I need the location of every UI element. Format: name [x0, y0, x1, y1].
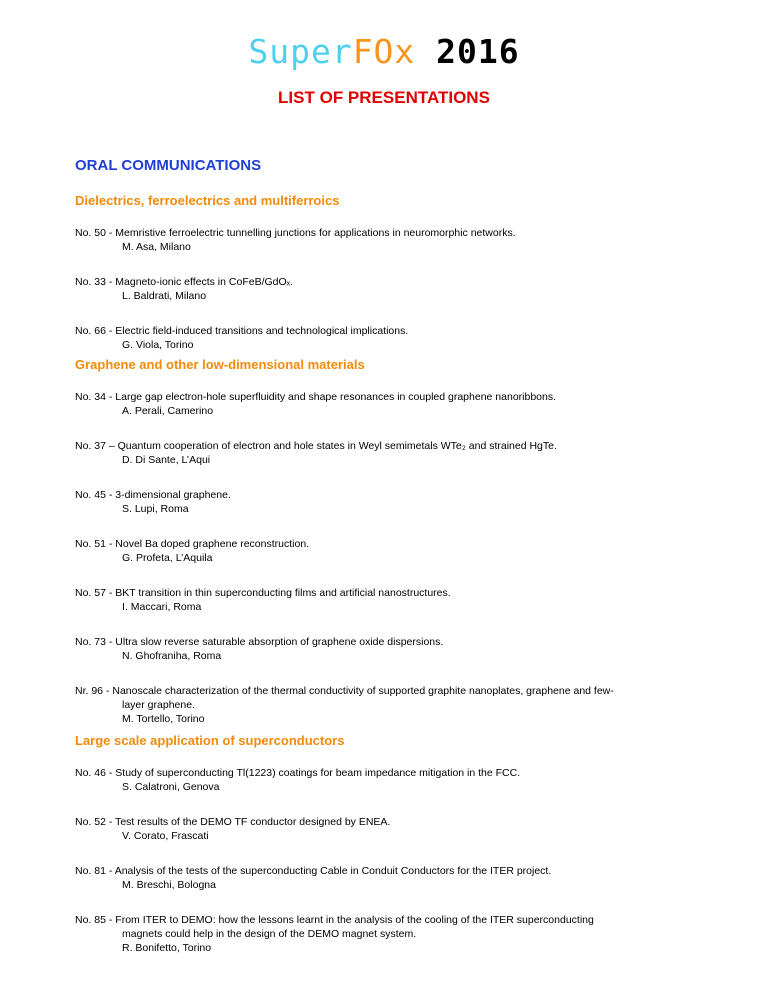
- entry-author: M. Tortello, Torino: [122, 713, 205, 725]
- entry-author: A. Perali, Camerino: [122, 405, 214, 417]
- superfox-logo: [0, 32, 768, 72]
- entry-author: V. Corato, Frascati: [122, 830, 209, 842]
- entry-number: No. 33 -: [75, 276, 116, 288]
- entry-number: No. 37 –: [75, 440, 118, 452]
- entry-title-continued: magnets could help in the design of the DEMO magnet system.: [122, 928, 417, 940]
- section-heading-oral: ORAL COMMUNICATIONS: [75, 157, 262, 174]
- entry-title: Memristive ferroelectric tunnelling junctions for applications in neuromorphic networks.: [115, 227, 516, 239]
- entry-title-continued: layer graphene.: [122, 699, 195, 711]
- entry-title: Nanoscale characterization of the thermal conductivity of supported graphite nanoplates, graphene and few-: [112, 685, 614, 697]
- entry-number: Nr. 96 -: [75, 685, 113, 697]
- list-item: [75, 586, 695, 614]
- list-item: [75, 275, 695, 303]
- entry-author: R. Bonifetto, Torino: [122, 942, 212, 954]
- entry-title: Study of superconducting Tl(1223) coatings for beam impedance mitigation in the FCC.: [115, 767, 521, 779]
- logo-part-year: 2016: [415, 32, 520, 71]
- list-item: [75, 324, 695, 352]
- entry-number: No. 46 -: [75, 767, 116, 779]
- entry-number: No. 52 -: [75, 816, 116, 828]
- topic-heading-superconductors: Large scale application of superconductors: [75, 733, 345, 748]
- topic-heading-dielectrics: Dielectrics, ferroelectrics and multiferroics: [75, 193, 340, 208]
- entry-title: Ultra slow reverse saturable absorption of graphene oxide dispersions.: [115, 636, 444, 648]
- entry-author: G. Profeta, L’Aquila: [122, 552, 213, 564]
- entry-author: L. Baldrati, Milano: [122, 290, 207, 302]
- list-item: [75, 684, 695, 726]
- entry-author: M. Breschi, Bologna: [122, 879, 216, 891]
- entry-author: I. Maccari, Roma: [122, 601, 202, 613]
- entry-number: No. 45 -: [75, 489, 116, 501]
- entry-author: G. Viola, Torino: [122, 339, 194, 351]
- list-item: [75, 390, 695, 418]
- entry-title: Quantum cooperation of electron and hole states in Weyl semimetals WTe₂ and strained HgTe.: [117, 440, 557, 452]
- entry-title: 3-dimensional graphene.: [115, 489, 231, 501]
- entry-author: N. Ghofraniha, Roma: [122, 650, 222, 662]
- list-item: [75, 635, 695, 663]
- list-item: [75, 913, 695, 955]
- logo-part-fox: FOx: [352, 32, 416, 71]
- entry-number: No. 73 -: [75, 636, 116, 648]
- list-item: [75, 815, 695, 843]
- entry-title: Test results of the DEMO TF conductor designed by ENEA.: [115, 816, 391, 828]
- entry-author: M. Asa, Milano: [122, 241, 191, 253]
- list-item: [75, 537, 695, 565]
- logo-part-super: Super: [248, 32, 353, 71]
- topic-heading-graphene: Graphene and other low-dimensional materials: [75, 357, 365, 372]
- entry-number: No. 66 -: [75, 325, 116, 337]
- page-title: LIST OF PRESENTATIONS: [278, 88, 490, 107]
- list-item: [75, 226, 695, 254]
- list-item: [75, 766, 695, 794]
- list-item: [75, 439, 695, 467]
- entry-title: Large gap electron-hole superfluidity and shape resonances in coupled graphene nanoribbons.: [115, 391, 557, 403]
- entry-number: No. 81 -: [75, 865, 115, 877]
- entry-author: S. Calatroni, Genova: [122, 781, 220, 793]
- entry-title: From ITER to DEMO: how the lessons learnt in the analysis of the cooling of the ITER superconducting: [115, 914, 594, 926]
- entry-number: No. 57 -: [75, 587, 116, 599]
- entry-title: Magneto-ionic effects in CoFeB/GdOₓ.: [115, 276, 294, 288]
- list-item: [75, 864, 695, 892]
- entry-number: No. 85 -: [75, 914, 116, 926]
- entry-number: No. 50 -: [75, 227, 116, 239]
- entry-author: D. Di Sante, L’Aqui: [122, 454, 211, 466]
- entry-title: Electric field-induced transitions and technological implications.: [115, 325, 409, 337]
- entry-number: No. 34 -: [75, 391, 116, 403]
- entry-title: Novel Ba doped graphene reconstruction.: [115, 538, 310, 550]
- entry-author: S. Lupi, Roma: [122, 503, 189, 515]
- list-item: [75, 488, 695, 516]
- entry-number: No. 51 -: [75, 538, 116, 550]
- entry-title: BKT transition in thin superconducting films and artificial nanostructures.: [115, 587, 451, 599]
- entry-title: Analysis of the tests of the superconducting Cable in Conduit Conductors for the ITER project.: [114, 865, 552, 877]
